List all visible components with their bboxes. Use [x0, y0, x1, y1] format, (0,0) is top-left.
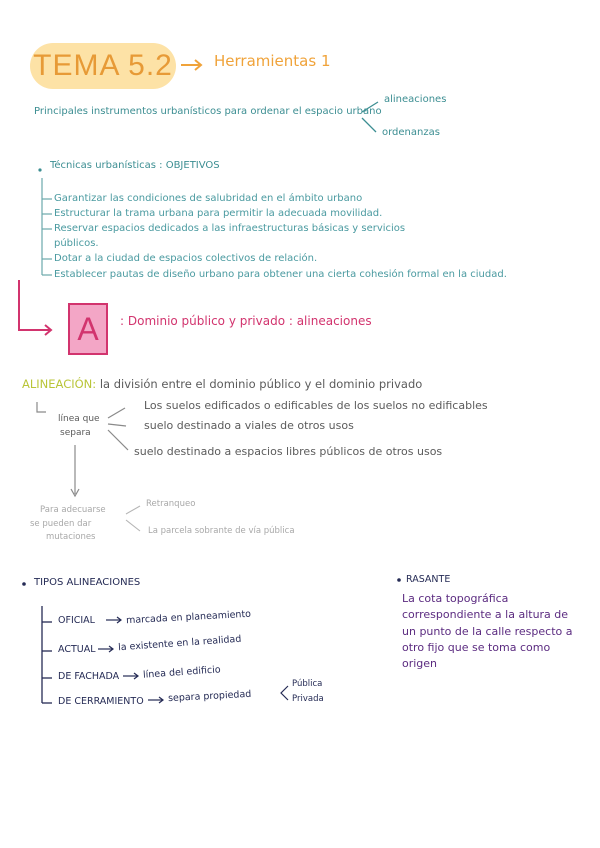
- tipo-desc: línea del edificio: [142, 664, 221, 681]
- rasante-line: origen: [402, 657, 438, 670]
- page-title: TEMA 5.2: [33, 49, 173, 82]
- objective-item: Reservar espacios dedicados a las infraestructuras básicas y servicios: [54, 223, 406, 234]
- tipo-name: OFICIAL: [58, 615, 95, 626]
- section-letter-box: [68, 303, 108, 355]
- objective-item: Garantizar las condiciones de salubridad en el ámbito urbano: [54, 193, 363, 204]
- mutations-note: mutaciones: [46, 532, 96, 542]
- title-pill: [30, 43, 176, 89]
- tipo-name: DE CERRAMIENTO: [58, 696, 144, 707]
- objective-item: Establecer pautas de diseño urbano para obtener una cierta cohesión formal en la ciudad.: [54, 269, 507, 280]
- rasante-heading: RASANTE: [406, 574, 451, 585]
- alineacion-definition: [22, 377, 422, 391]
- tipos-tree: [42, 606, 52, 703]
- separation-item: Los suelos edificados o edificables de los suelos no edificables: [144, 399, 488, 412]
- tipo-name: ACTUAL: [58, 644, 96, 655]
- arrow-right-icon: [148, 697, 163, 703]
- mutations-note: se pueden dar: [30, 519, 92, 529]
- arrow-right-icon: [181, 60, 201, 70]
- arrow-right-icon: [123, 673, 138, 679]
- arrow-right-icon: [98, 646, 113, 652]
- tipo-desc: marcada en planeamiento: [125, 608, 252, 627]
- tipos-heading: TIPOS ALINEACIONES: [34, 577, 141, 588]
- bullet-icon: [22, 582, 26, 586]
- separa-label: separa: [60, 428, 91, 438]
- arrow-right-icon: [106, 617, 121, 623]
- mutations-tree: [126, 506, 140, 531]
- mutation-item: La parcela sobrante de vía pública: [148, 526, 295, 536]
- rasante-line: La cota topográfica: [402, 592, 509, 605]
- intro-branch-alineaciones: alineaciones: [384, 94, 447, 105]
- tipo-desc: la existente en la realidad: [117, 633, 242, 654]
- rasante-line: correspondiente a la altura de: [402, 608, 569, 621]
- objective-item: Estructurar la trama urbana para permitir la adecuada movilidad.: [54, 208, 383, 219]
- objective-item: públicos.: [54, 238, 99, 249]
- objectives-heading: Técnicas urbanísticas : OBJETIVOS: [50, 160, 220, 171]
- mutations-note: Para adecuarse: [40, 505, 106, 515]
- page-subtitle: Herramientas 1: [214, 52, 331, 70]
- intro-branch-ordenanzas: ordenanzas: [382, 127, 440, 138]
- section-letter: A: [77, 310, 99, 347]
- alineacion-text: la división entre el dominio público y el dominio privado: [99, 377, 423, 391]
- intro-text: Principales instrumentos urbanísticos para ordenar el espacio urbano: [34, 106, 382, 117]
- pink-arrow-icon: [19, 280, 51, 335]
- bullet-icon: [38, 168, 41, 171]
- section-a-title: : Dominio público y privado : alineaciones: [120, 314, 372, 328]
- linea-label: línea que: [58, 414, 100, 424]
- tipo-desc: separa propiedad: [167, 688, 252, 705]
- rasante-line: otro fijo que se toma como: [402, 641, 551, 654]
- alineacion-term: ALINEACIÓN:: [22, 377, 97, 391]
- propiedad-publica: Pública: [292, 679, 323, 689]
- objectives-tree: [42, 178, 52, 275]
- rasante-line: un punto de la calle respecto a: [402, 625, 573, 638]
- separation-item: suelo destinado a viales de otros usos: [144, 419, 354, 432]
- tipo-name: DE FACHADA: [58, 671, 120, 682]
- mutation-item: Retranqueo: [146, 499, 196, 509]
- propiedad-privada: Privada: [292, 694, 324, 704]
- separation-item: suelo destinado a espacios libres públicos de otros usos: [134, 445, 443, 458]
- branch-bracket-icon: [281, 686, 288, 700]
- bullet-icon: [397, 578, 401, 582]
- objective-item: Dotar a la ciudad de espacios colectivos de relación.: [54, 253, 318, 264]
